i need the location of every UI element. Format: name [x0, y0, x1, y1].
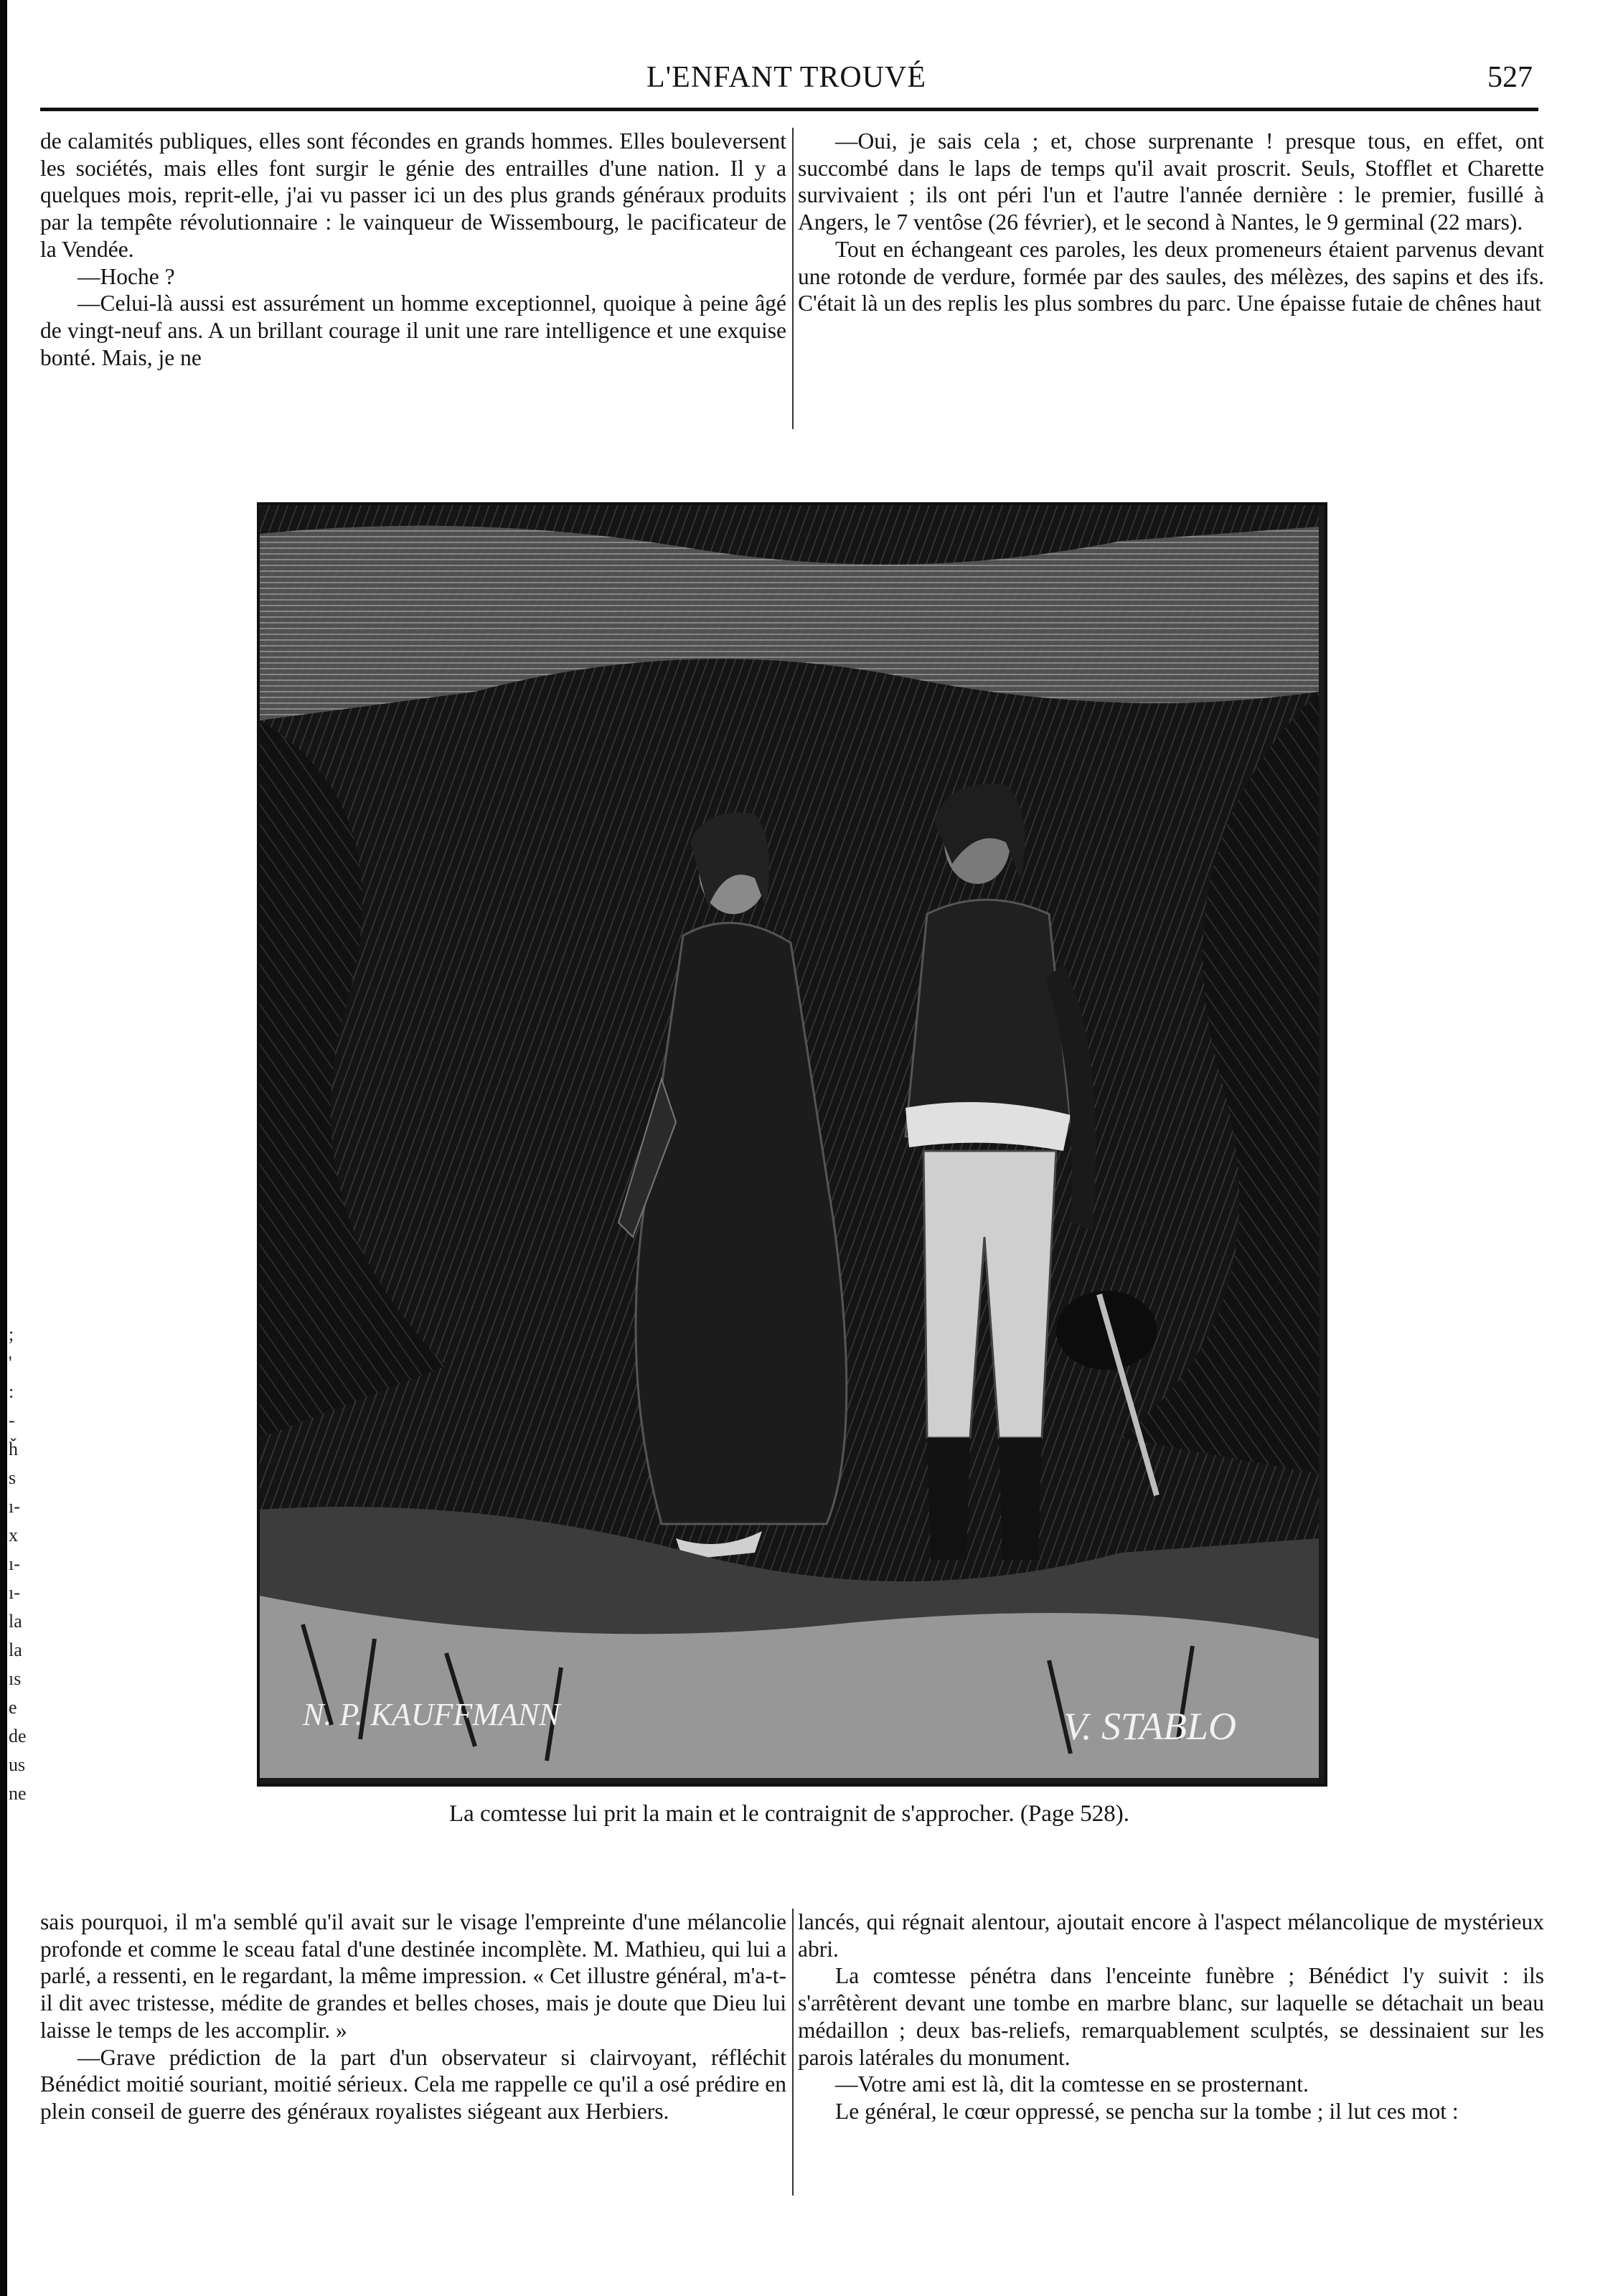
column-divider — [792, 128, 794, 429]
margin-fragment: : — [9, 1381, 14, 1402]
margin-fragment: ı- — [9, 1553, 20, 1574]
margin-fragment: ı- — [9, 1496, 20, 1517]
previous-page-margin-fragments — [9, 1320, 30, 2253]
page-header — [40, 60, 1533, 103]
engraving-illustration — [257, 502, 1327, 1787]
paragraph: —Votre ami est là, dit la comtesse en se prosternant. — [835, 2071, 1309, 2097]
margin-fragment: ıs — [9, 1668, 22, 1689]
margin-fragment: la — [9, 1611, 22, 1632]
paragraph: Le général, le cœur oppressé, se pencha sur la tombe ; il lut ces mot : — [835, 2098, 1459, 2124]
paragraph: de calamités publiques, elles sont fécondes en grands hommes. Elles bouleversent les sociétés, mais elles font surgir le génie des entrailles d'une nation. Il y a quelques mois, reprit-elle, j'ai vu passer ici un des plus grands généraux produits par la tempête révolutionnaire : le vainqueur de Wissembourg, le pacificateur de la Vendée. — [40, 128, 786, 262]
header-rule — [40, 108, 1538, 111]
paragraph: —Oui, je sais cela ; et, chose surprenante ! presque tous, en effet, ont succombé dans le laps de temps qu'il avait proscrit. Seuls, Stofflet et Charette survivaient ; ils ont péri l'un et l'autre l'année dernière : le premier, fusillé à Angers, le 7 ventôse (26 février), et le second à Nantes, le 9 germinal (22 mars). — [798, 128, 1544, 235]
paragraph: —Celui-là aussi est assurément un homme exceptionnel, quoique à peine âgé de vingt-neuf ans. A un brillant courage il unit une rare intelligence et une exquise bonté. Mais, je ne — [40, 291, 786, 370]
paragraph: lancés, qui régnait alentour, ajoutait encore à l'aspect mélancolique de mystérieux abri. — [798, 1909, 1544, 1962]
engraving-drawing — [260, 505, 1319, 1778]
text-column-top-right — [798, 128, 1544, 317]
margin-fragment: ; — [9, 1324, 14, 1345]
margin-fragment: ı- — [9, 1582, 20, 1603]
margin-fragment: - — [9, 1410, 15, 1431]
margin-fragment: ne — [9, 1783, 27, 1804]
artist-signature-right: V. STABLO — [1063, 1705, 1237, 1748]
paragraph: La comtesse pénétra dans l'enceinte funèbre ; Bénédict l'y suivit : ils s'arrêtèrent devant une tombe en marbre blanc, sur laquelle se détachait un beau médaillon ; deux bas-reliefs, remarquablement sculptés, se dessinaient sur les parois latérales du monument. — [798, 1963, 1544, 2070]
text-column-bottom-right — [798, 1909, 1544, 2125]
illustration-caption: La comtesse lui prit la main et le contraignit de s'approcher. (Page 528). — [449, 1801, 1129, 1827]
paragraph: —Grave prédiction de la part d'un observateur si clairvoyant, réfléchit Bénédict moitié souriant, moitié sérieux. Cela me rappelle ce qu'il a osé prédire en plein conseil de guerre des généraux royalistes siégeant aux Herbiers. — [40, 2044, 786, 2124]
text-column-bottom-left — [40, 1909, 786, 2125]
binding-edge — [0, 0, 7, 2296]
column-divider — [792, 1909, 794, 2196]
text-column-top-left — [40, 128, 786, 371]
margin-fragment: la — [9, 1639, 22, 1660]
margin-fragment: ' — [9, 1352, 12, 1373]
paragraph: —Hoche ? — [77, 263, 175, 289]
margin-fragment: e — [9, 1697, 17, 1718]
margin-fragment: de — [9, 1726, 27, 1746]
engraver-signature-left: N. P. KAUFFMANN — [303, 1697, 560, 1732]
page-number: 527 — [1487, 61, 1533, 94]
margin-fragment: ȟ — [9, 1439, 18, 1459]
margin-fragment: s — [9, 1467, 17, 1488]
paragraph: sais pourquoi, il m'a semblé qu'il avait sur le visage l'empreinte d'une mélancolie profonde et comme le sceau fatal d'une destinée incomplète. M. Mathieu, qui lui a parlé, a ressenti, en le regardant, la même impression. « Cet illustre général, m'a-t-il dit avec tristesse, médite de grandes et belles choses, mais je doute que Dieu lui laisse le temps de les accomplir. » — [40, 1909, 786, 2043]
margin-fragment: x — [9, 1525, 18, 1545]
margin-fragment: us — [9, 1754, 26, 1775]
running-head: L'ENFANT TROUVÉ — [646, 61, 927, 94]
paragraph: Tout en échangeant ces paroles, les deux promeneurs étaient parvenus devant une rotonde de verdure, formée par des saules, des mélèzes, des sapins et des ifs. C'était là un des replis les plus sombres du parc. Une épaisse futaie de chênes haut — [798, 236, 1544, 316]
